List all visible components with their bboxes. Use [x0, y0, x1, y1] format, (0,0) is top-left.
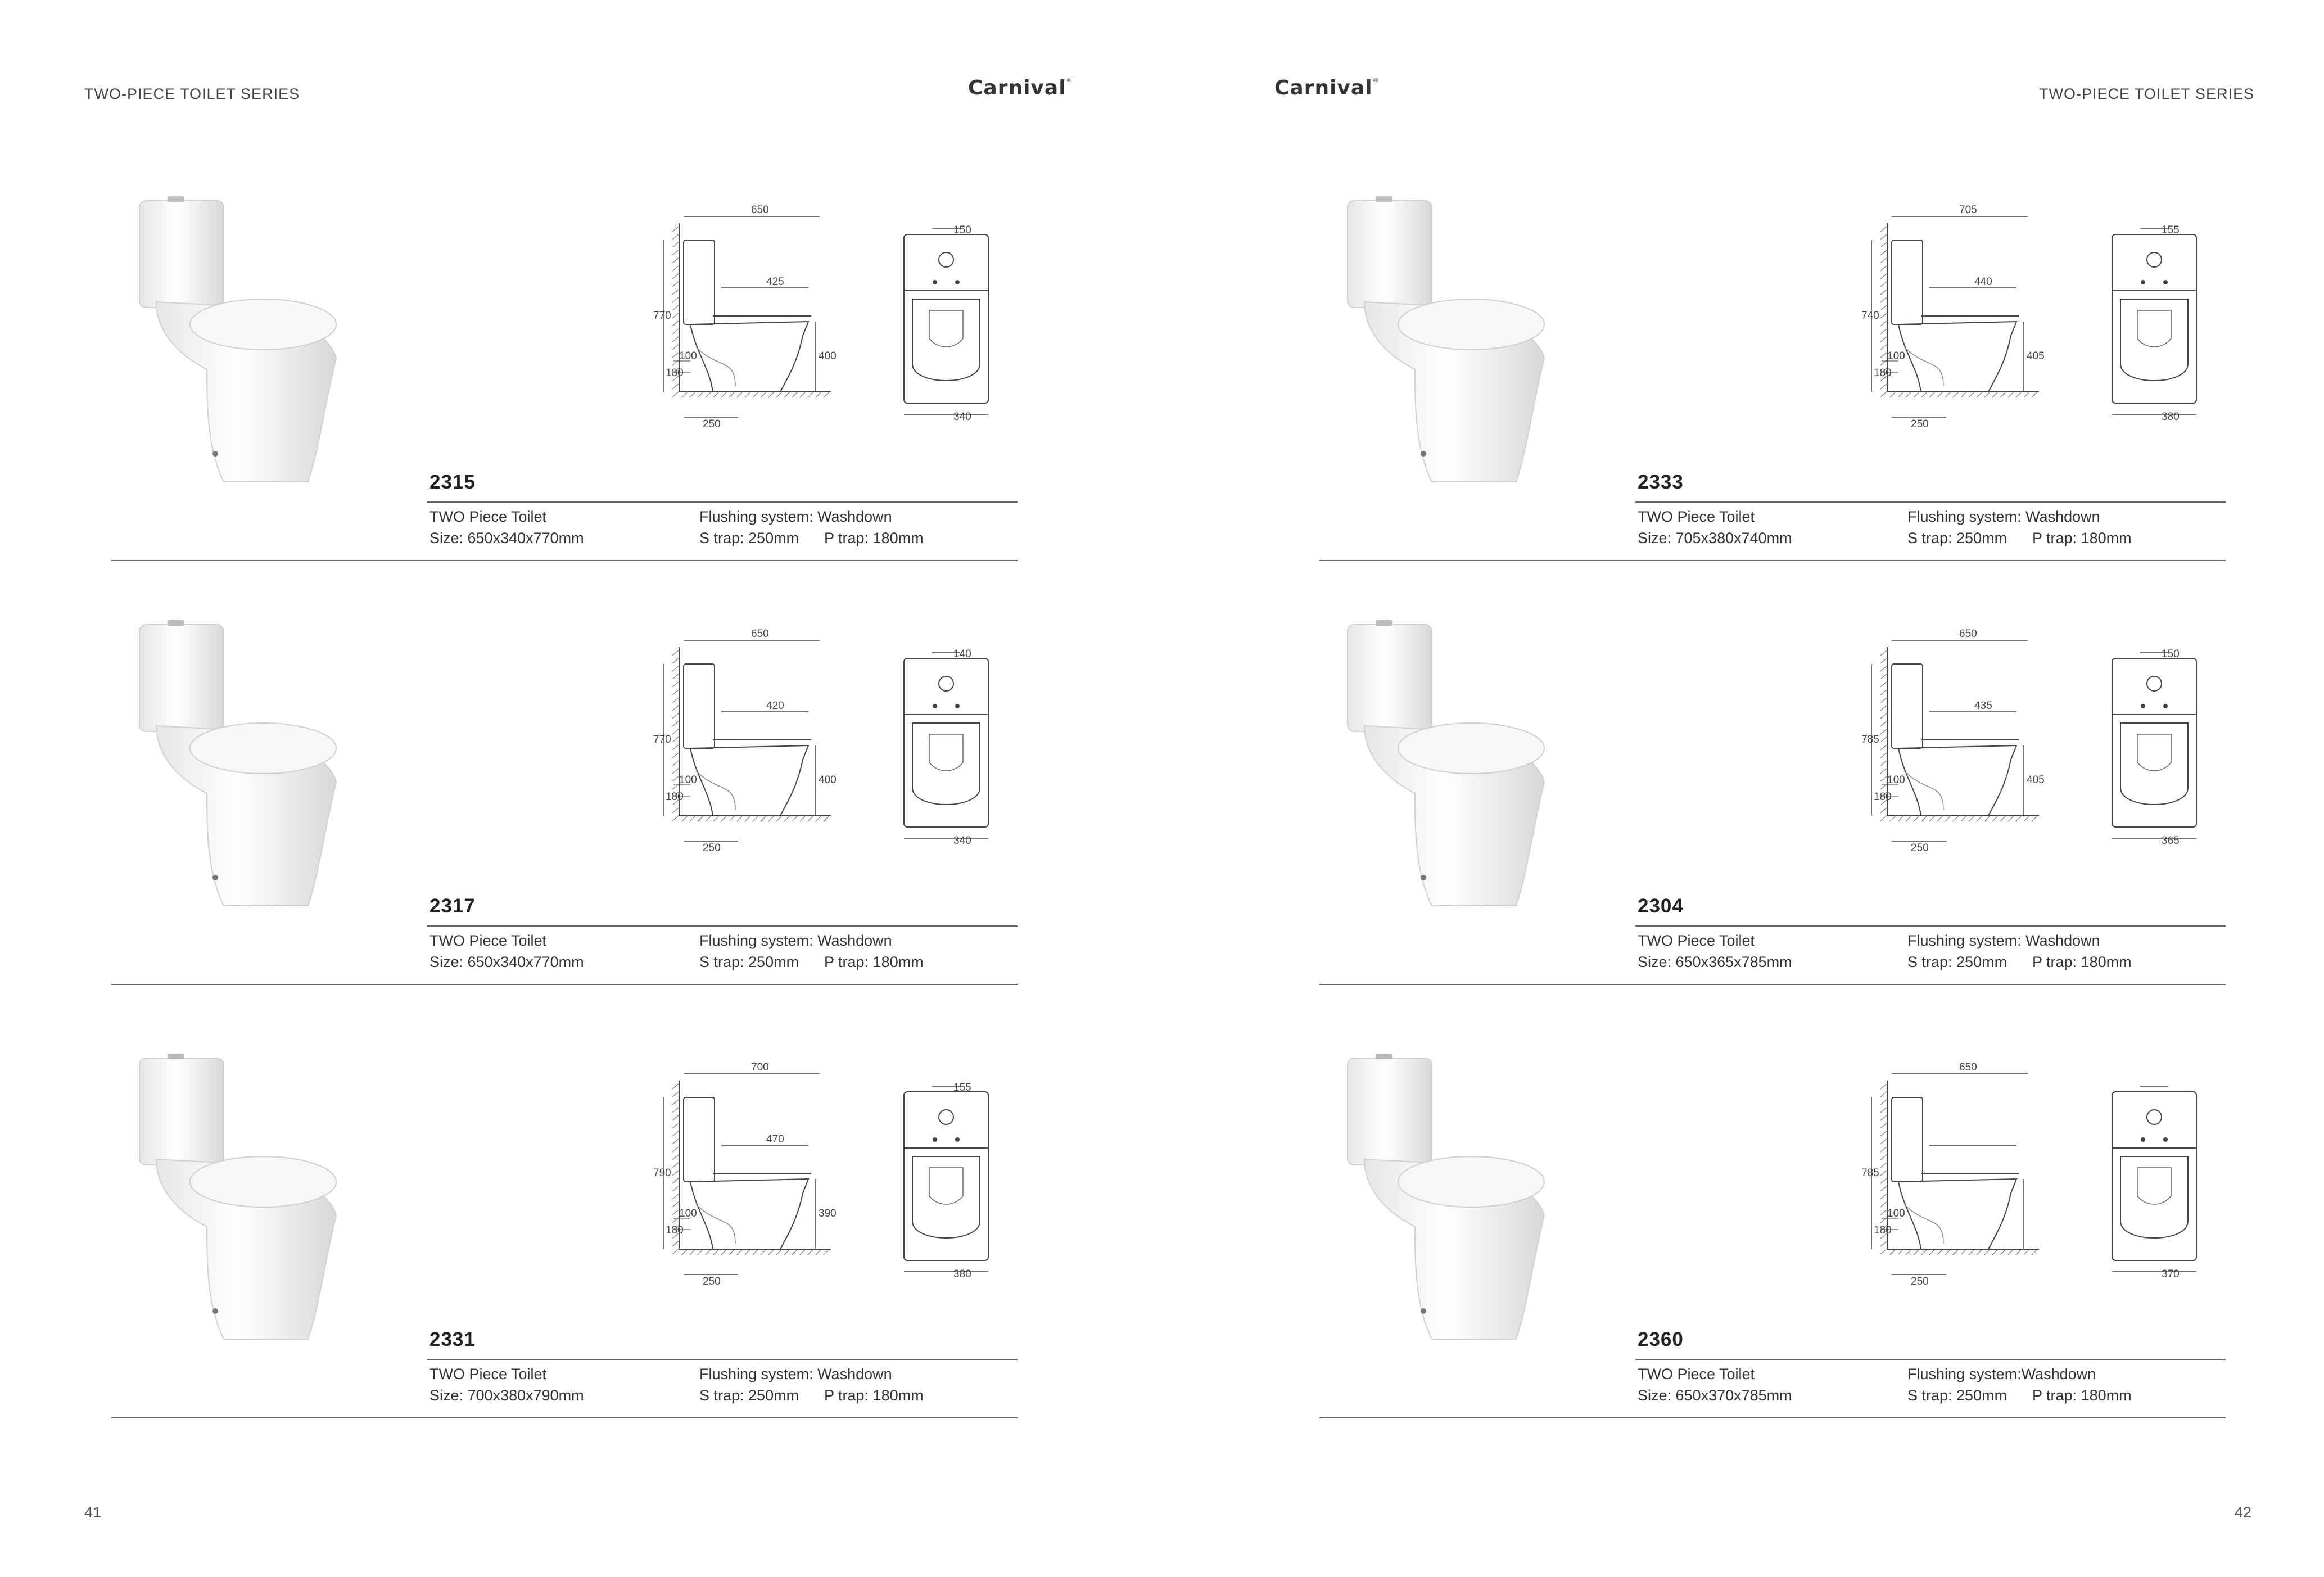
dim-height: 740: [1861, 310, 1879, 322]
dim-p-trap-100: 100: [679, 774, 697, 786]
toilet-photo: [1331, 189, 1567, 504]
dim-height: 790: [653, 1167, 671, 1179]
spec-flushing: Flushing system: Washdown: [699, 932, 892, 949]
spec-type: TWO Piece Toilet: [1638, 508, 1755, 525]
dim-p-trap-180: 180: [1874, 1224, 1892, 1236]
spec-flushing: Flushing system: Washdown: [1907, 932, 2100, 949]
dim-seat-depth: 470: [766, 1133, 784, 1145]
spec-flushing: Flushing system:Washdown: [1907, 1366, 2096, 1382]
divider: [427, 1359, 1018, 1360]
dim-overall-width: 380: [2162, 411, 2180, 423]
toilet-photo: [1331, 1047, 1567, 1362]
technical-drawing: [1859, 625, 2253, 872]
product-2315: [111, 204, 1016, 591]
spec-s-trap: S trap: 250mm: [1907, 954, 2007, 970]
toilet-photo: [123, 189, 359, 504]
dim-p-trap-180: 180: [1874, 367, 1892, 379]
model-number: 2360: [1638, 1329, 1684, 1350]
dim-top-width: 155: [953, 1082, 971, 1093]
brand-logo-right: Carnival®: [1274, 76, 1380, 100]
technical-drawing: [651, 625, 1045, 872]
product-2317: [111, 628, 1016, 1015]
product-2304: [1319, 628, 2224, 1015]
dim-overall-width: 340: [953, 411, 971, 423]
dim-p-trap-100: 100: [679, 350, 697, 362]
divider: [427, 501, 1018, 503]
spec-type: TWO Piece Toilet: [429, 508, 547, 525]
divider: [1319, 984, 2226, 985]
spec-size: Size: 650x340x770mm: [429, 954, 584, 970]
dim-p-trap-100: 100: [679, 1208, 697, 1219]
dim-p-trap-180: 180: [666, 1224, 684, 1236]
divider: [1635, 1359, 2226, 1360]
divider: [1635, 925, 2226, 927]
dim-s-trap-250: 250: [1911, 1276, 1929, 1287]
dim-top-width: 150: [953, 224, 971, 236]
dim-seat-height: 390: [819, 1208, 837, 1219]
dim-overall-width: 365: [2162, 835, 2180, 847]
spec-type: TWO Piece Toilet: [429, 1366, 547, 1382]
dim-p-trap-100: 100: [1887, 350, 1905, 362]
spec-p-trap: P trap: 180mm: [2032, 530, 2132, 546]
dim-overall-width: 340: [953, 835, 971, 847]
dim-seat-depth: 440: [1974, 276, 1992, 288]
dim-length: 650: [1959, 1061, 1977, 1073]
dim-seat-height: 405: [2027, 350, 2045, 362]
technical-drawing: [651, 201, 1045, 448]
dim-p-trap-180: 180: [666, 367, 684, 379]
divider: [1319, 560, 2226, 561]
page-number-left: 41: [84, 1504, 102, 1521]
divider: [111, 560, 1018, 561]
dim-overall-width: 370: [2162, 1268, 2180, 1280]
series-title-right: TWO-PIECE TOILET SERIES: [2039, 85, 2255, 102]
dim-p-trap-100: 100: [1887, 774, 1905, 786]
model-number: 2317: [429, 895, 476, 917]
divider: [111, 984, 1018, 985]
model-number: 2315: [429, 471, 476, 493]
dim-height: 785: [1861, 1167, 1879, 1179]
dim-length: 705: [1959, 204, 1977, 216]
spec-s-trap: S trap: 250mm: [699, 1387, 799, 1404]
dim-height: 770: [653, 734, 671, 745]
spec-size: Size: 700x380x790mm: [429, 1387, 584, 1404]
brand-logo-left: Carnival®: [968, 76, 1073, 100]
toilet-photo: [123, 1047, 359, 1362]
dim-seat-height: 400: [819, 350, 837, 362]
dim-length: 700: [751, 1061, 769, 1073]
dim-seat-depth: 425: [766, 276, 784, 288]
product-2360: [1319, 1061, 2224, 1449]
technical-drawing: [1859, 1058, 2253, 1305]
dim-seat-height: 405: [2027, 774, 2045, 786]
dim-seat-depth: 435: [1974, 700, 1992, 712]
spec-p-trap: P trap: 180mm: [824, 530, 924, 546]
divider: [111, 1417, 1018, 1418]
model-number: 2331: [429, 1329, 476, 1350]
toilet-photo: [123, 613, 359, 928]
spec-s-trap: S trap: 250mm: [1907, 1387, 2007, 1404]
dim-p-trap-180: 180: [1874, 791, 1892, 803]
dim-s-trap-250: 250: [1911, 418, 1929, 430]
dim-length: 650: [1959, 628, 1977, 640]
spec-flushing: Flushing system: Washdown: [1907, 508, 2100, 525]
toilet-photo: [1331, 613, 1567, 928]
spec-flushing: Flushing system: Washdown: [699, 508, 892, 525]
technical-drawing: [651, 1058, 1045, 1305]
dim-p-trap-180: 180: [666, 791, 684, 803]
product-2333: [1319, 204, 2224, 591]
series-title-left: TWO-PIECE TOILET SERIES: [84, 85, 300, 102]
page-number-right: 42: [2235, 1504, 2252, 1521]
dim-p-trap-100: 100: [1887, 1208, 1905, 1219]
spec-size: Size: 650x340x770mm: [429, 530, 584, 546]
spec-type: TWO Piece Toilet: [1638, 932, 1755, 949]
dim-seat-depth: 420: [766, 700, 784, 712]
spec-size: Size: 650x370x785mm: [1638, 1387, 1792, 1404]
dim-length: 650: [751, 628, 769, 640]
dim-s-trap-250: 250: [703, 1276, 721, 1287]
spec-s-trap: S trap: 250mm: [1907, 530, 2007, 546]
spec-s-trap: S trap: 250mm: [699, 530, 799, 546]
spec-type: TWO Piece Toilet: [429, 932, 547, 949]
spec-size: Size: 705x380x740mm: [1638, 530, 1792, 546]
dim-seat-height: 400: [819, 774, 837, 786]
spec-type: TWO Piece Toilet: [1638, 1366, 1755, 1382]
divider: [427, 925, 1018, 927]
divider: [1319, 1417, 2226, 1418]
dim-top-width: 155: [2162, 224, 2180, 236]
spec-flushing: Flushing system: Washdown: [699, 1366, 892, 1382]
spec-s-trap: S trap: 250mm: [699, 954, 799, 970]
dim-length: 650: [751, 204, 769, 216]
spec-size: Size: 650x365x785mm: [1638, 954, 1792, 970]
dim-top-width: 150: [2162, 648, 2180, 660]
divider: [1635, 501, 2226, 503]
dim-overall-width: 380: [953, 1268, 971, 1280]
dim-height: 785: [1861, 734, 1879, 745]
dim-height: 770: [653, 310, 671, 322]
dim-s-trap-250: 250: [703, 842, 721, 854]
product-2331: [111, 1061, 1016, 1449]
spec-p-trap: P trap: 180mm: [2032, 954, 2132, 970]
dim-s-trap-250: 250: [703, 418, 721, 430]
dim-top-width: 140: [953, 648, 971, 660]
model-number: 2333: [1638, 471, 1684, 493]
technical-drawing: [1859, 201, 2253, 448]
spec-p-trap: P trap: 180mm: [2032, 1387, 2132, 1404]
model-number: 2304: [1638, 895, 1684, 917]
spec-p-trap: P trap: 180mm: [824, 1387, 924, 1404]
dim-s-trap-250: 250: [1911, 842, 1929, 854]
right-page: [1162, 0, 2324, 1577]
spec-p-trap: P trap: 180mm: [824, 954, 924, 970]
